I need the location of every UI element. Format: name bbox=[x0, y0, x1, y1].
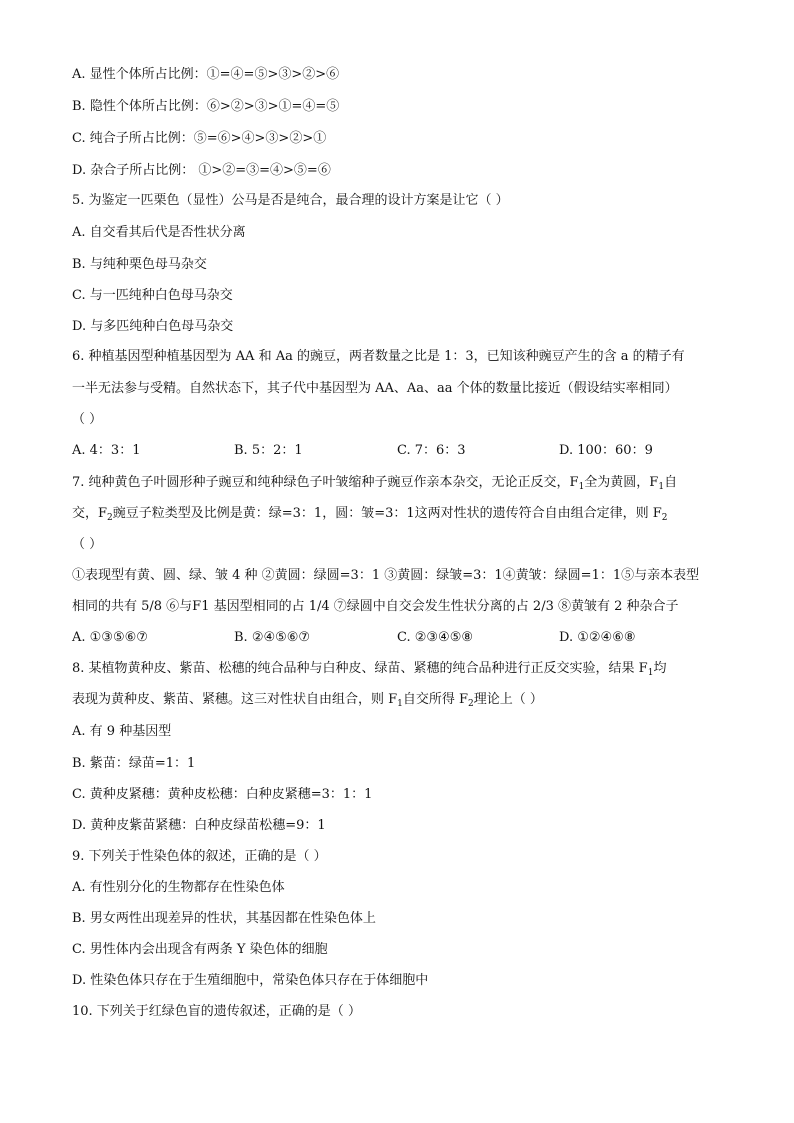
q8-stem-line-2 bbox=[72, 691, 722, 709]
subscript: 2 bbox=[107, 513, 113, 523]
q4-option-c: C. 纯合子所占比例：⑤=⑥>④>③>②>① bbox=[72, 131, 327, 146]
q7-option-c: C. ②③④⑤⑧ bbox=[397, 630, 474, 645]
q5-option-a: A. 自交看其后代是否性状分离 bbox=[72, 225, 246, 240]
q7-options-row bbox=[72, 629, 722, 647]
q6-option-a: A. 4：3：1 bbox=[72, 443, 141, 458]
q7-line1-part: 全为黄圆，F bbox=[584, 475, 659, 490]
q6-stem-line-1: 6. 种植基因型种植基因型为 AA 和 Aa 的豌豆，两者数量之比是 1：3，已知该种豌豆产生的含 a 的精子有 bbox=[72, 349, 685, 364]
q5-option-b: B. 与纯种栗色母马杂交 bbox=[72, 257, 207, 272]
q8-line2-part: 理论上（ ） bbox=[473, 692, 543, 707]
subscript: 2 bbox=[661, 513, 668, 523]
q9-option-b: B. 男女两性出现差异的性状，其基因都在性染色体上 bbox=[72, 911, 376, 926]
q8-line2-part: 表现为黄种皮、紫苗、紧穗。这三对性状自由组合，则 F bbox=[72, 692, 398, 707]
q8-option-d: D. 黄种皮紫苗紧穗：白种皮绿苗松穗=9：1 bbox=[72, 818, 326, 833]
q7-line1-part: 自 bbox=[664, 475, 678, 490]
q7-line2-part: 交，F bbox=[72, 506, 108, 521]
q6-option-b: B. 5：2：1 bbox=[234, 443, 303, 458]
q8-option-a: A. 有 9 种基因型 bbox=[72, 724, 172, 739]
q7-option-d: D. ①②④⑥⑧ bbox=[559, 630, 636, 645]
q9-option-c: C. 男性体内会出现含有两条 Y 染色体的细胞 bbox=[72, 942, 328, 957]
q8-line1-part: 均 bbox=[653, 661, 667, 676]
q9-option-a: A. 有性别分化的生物都存在性染色体 bbox=[72, 880, 285, 895]
q5-option-d: D. 与多匹纯种白色母马杂交 bbox=[72, 319, 234, 334]
q8-line1-part: 8. 某植物黄种皮、紫苗、松穗的纯合品种与白种皮、绿苗、紧穗的纯合品种进行正反交实验，结果 F bbox=[72, 661, 648, 676]
q7-option-a: A. ①③⑤⑥⑦ bbox=[72, 630, 148, 645]
q8-option-b: B. 紫苗：绿苗=1：1 bbox=[72, 756, 196, 771]
q7-line1-part: 7. 纯种黄色子叶圆形种子豌豆和纯种绿色子叶皱缩种子豌豆作亲本杂交，无论正反交，F bbox=[72, 475, 579, 490]
subscript: 1 bbox=[658, 482, 665, 492]
q5-stem: 5. 为鉴定一匹栗色（显性）公马是否是纯合，最合理的设计方案是让它（ ） bbox=[72, 193, 509, 208]
q10-stem: 10. 下列关于红绿色盲的遗传叙述，正确的是（ ） bbox=[72, 1004, 361, 1019]
q4-option-d: D. 杂合子所占比例： ①>②=③=④>⑤=⑥ bbox=[72, 163, 331, 178]
q7-stem-line-3: （ ） bbox=[72, 537, 103, 552]
q7-line2-part: 豌豆子粒类型及比例是黄：绿=3：1，圆：皱=3：1这两对性状的遗传符合自由组合定律，则 F bbox=[112, 506, 662, 521]
q6-stem-line-3: （ ） bbox=[72, 412, 103, 427]
q4-option-b: B. 隐性个体所占比例：⑥>②>③>①=④=⑤ bbox=[72, 99, 340, 114]
q6-stem-line-2: 一半无法参与受精。自然状态下，其子代中基因型为 AA、Aa、aa 个体的数量比接近（假设结实率相同） bbox=[72, 381, 678, 396]
q6-option-d: D. 100：60：9 bbox=[559, 443, 653, 458]
q8-option-c: C. 黄种皮紧穗：黄种皮松穗：白种皮紧穗=3：1：1 bbox=[72, 787, 373, 802]
q7-option-b: B. ②④⑤⑥⑦ bbox=[234, 630, 311, 645]
subscript: 1 bbox=[578, 482, 585, 492]
q7-statements-line-1: ①表现型有黄、圆、绿、皱 4 种 ②黄圆：绿圆=3：1 ③黄圆：绿皱=3：1④黄皱：绿圆=1：1⑤与亲本表型 bbox=[72, 568, 700, 583]
q9-option-d: D. 性染色体只存在于生殖细胞中，常染色体只存在于体细胞中 bbox=[72, 973, 429, 988]
subscript: 2 bbox=[468, 699, 474, 709]
subscript: 1 bbox=[647, 668, 654, 678]
q6-option-c: C. 7：6：3 bbox=[397, 443, 466, 458]
q7-stem-line-1 bbox=[72, 474, 722, 492]
q8-stem-line-1 bbox=[72, 660, 722, 678]
q7-statements-line-2: 相同的共有 5/8 ⑥与F1 基因型相同的占 1/4 ⑦绿圆中自交会发生性状分离的占 2/3 ⑧黄皱有 2 种杂合子 bbox=[72, 599, 679, 614]
subscript: 1 bbox=[397, 699, 403, 709]
q6-options-row bbox=[72, 442, 722, 460]
q7-stem-line-2 bbox=[72, 505, 722, 523]
q8-line2-part: 自交所得 F bbox=[402, 692, 469, 707]
q5-option-c: C. 与一匹纯种白色母马杂交 bbox=[72, 288, 233, 303]
q9-stem: 9. 下列关于性染色体的叙述，正确的是（ ） bbox=[72, 849, 327, 864]
q4-option-a: A. 显性个体所占比例：①=④=⑤>③>②>⑥ bbox=[72, 67, 340, 82]
